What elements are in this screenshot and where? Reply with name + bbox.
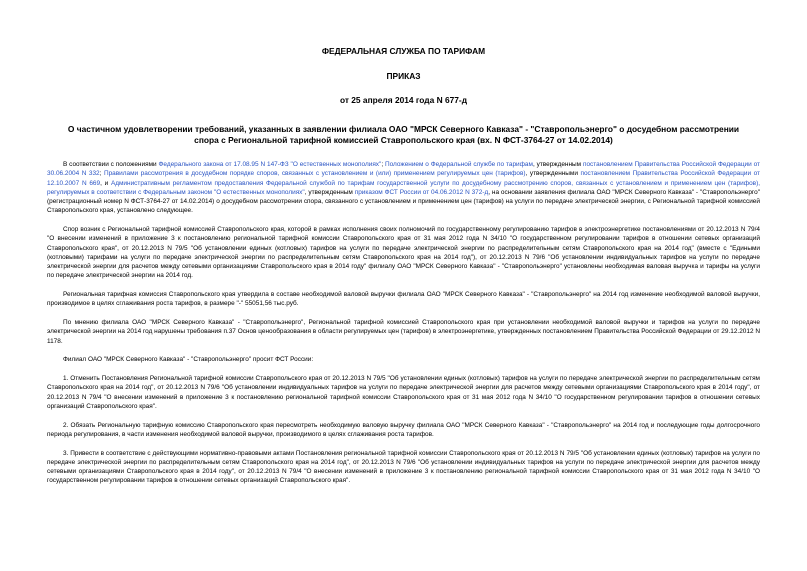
preamble-text: , на основании заявления филиала ОАО "МРСК Северного Кавказа" - "Ставропольэнерго" (регистрационный номер N ФСТ-3764-27 от 14.02.2014) о досудебном рассмотрении спора, связанного с установлением и применением цен (тарифов) на услуги по передаче электрической энергии, с Региональной тарифной комиссией Ставропольского края, установлено следующее. <box>47 188 760 215</box>
preamble-text: , утвержденным <box>304 188 355 196</box>
paragraph-dispute: Спор возник с Региональной тарифной комиссией Ставропольского края, которой в рамках исполнения своих полномочий по государственному регулированию тарифов в электроэнергетике постановлениями от 20.12.2013 N 79/4 "О внесении изменений в приложение 3 к постановлению региональной тарифной комиссии Ставропольского края от 31 мая 2012 года N 34/10 "О государственном регулировании тарифов в отношении сетевых организаций Ставропольского края", от 20.12.2013 N 79/5 "Об установлении единых (котловых) тарифов на услуги по передаче электрической энергии по распределительным сетям Ставропольского края на 2014 год" (вместе с "Едиными (котловыми) тарифами на услуги по передаче электрической энергии по распределительным сетям Ставропольского края на 2014 год"), от 20.12.2013 N 79/6 "Об установлении индивидуальных тарифов на услуги по передаче электрической энергии для расчетов между сетевыми организациями Ставропольского края в 2014 году" филиалу ОАО "МРСК Северного Кавказа" - "Ставропольэнерго" установлены необходимая валовая выручка и тарифы на услуги по передаче электрической энергии на 2014 год. <box>47 226 760 280</box>
link-government-decree-669[interactable]: постановлением Правительства Российской Федерации от 12.10.2007 N 669 <box>47 170 761 187</box>
agency-heading: ФЕДЕРАЛЬНАЯ СЛУЖБА ПО ТАРИФАМ <box>321 46 486 56</box>
preamble-text: ; <box>99 170 104 178</box>
preamble-text: В соответствии с положениями <box>63 161 159 168</box>
preamble-text: , утвержденным <box>532 161 583 168</box>
paragraph-request-intro: Филиал ОАО "МРСК Северного Кавказа" - "Ставропольэнерго" просит ФСТ России: <box>63 356 314 364</box>
document-type: ПРИКАЗ <box>386 71 421 81</box>
paragraph-opinion: По мнению филиала ОАО "МРСК Северного Кавказа" - "Ставропольэнерго", Региональной тарифной комиссией Ставропольского края при установлении необходимой валовой выручки и тарифов на услуги по передаче электрической энергии на 2014 год нарушены требования п.37 Основ ценообразования в области регулируемых цен (тарифов) в электроэнергетике, утвержденных постановлением Правительства Российской Федерации от 29.12.2012 N 1178. <box>47 319 760 345</box>
paragraph-request-2: 2. Обязать Региональную тарифную комиссию Ставропольского края пересмотреть необходимую валовую выручку филиала ОАО "МРСК Северного Кавказа" - "Ставропольэнерго" на 2014 год и последующие годы долгосрочного периода регулирования, в части изменения необходимой валовой выручки, производимого в целях сглаживания роста тарифов. <box>47 421 760 438</box>
paragraph-preamble <box>47 160 760 216</box>
preamble-text: , утвержденными <box>525 170 581 178</box>
document-date-number: от 25 апреля 2014 года N 677-д <box>339 95 468 105</box>
link-government-decree-332[interactable]: постановлением Правительства Российской Федерации от 30.06.2004 N 332 <box>47 161 761 178</box>
link-administrative-regulation[interactable]: Административным регламентом предоставления Федеральной службой по тарифам государственной услуги по досудебному рассмотрению споров, связанных с установлением и применением цен (тарифов), регулируемых в соответствии с Федеральным законом "О естественных монополиях" <box>47 179 761 196</box>
document-body <box>47 160 760 495</box>
link-fst-regulation[interactable]: Положением о Федеральной службе по тарифам <box>384 161 533 168</box>
link-dispute-rules[interactable]: Правилами рассмотрения в досудебном порядке споров, связанных с установлением и (или) применением регулируемых цен (тарифов) <box>103 170 526 178</box>
preamble-text: ; <box>381 161 385 168</box>
preamble-text: , и <box>100 179 111 187</box>
document-title: О частичном удовлетворении требований, указанных в заявлении филиала ОАО "МРСК Северного Кавказа" - "Ставропольэнерго" о досудебном рассмотрении спора с Региональной тарифной комиссией Ставропольского края (вх. N ФСТ-3764-27 от 14.02.2014) <box>67 124 740 145</box>
paragraph-request-1: 1. Отменить Постановления Региональной тарифной комиссии Ставропольского края от 20.12.2013 N 79/5 "Об установлении единых (котловых) тарифов на услуги по передаче электрической энергии по распределительным сетям Ставропольского края на 2014 год", от 20.12.2013 N 79/6 "Об установлении индивидуальных тарифов на услуги по передаче электрической энергии для расчетов между сетевыми организациями Ставропольского края в 2014 году", от 20.12.2013 N 79/4 "О внесении изменений в приложение 3 к постановлению региональной тарифной комиссии Ставропольского края от 31 мая 2012 года N 34/10 "О государственном регулировании тарифов в отношении сетевых организаций Ставропольского края". <box>47 375 760 410</box>
paragraph-request-3: 3. Привести в соответствие с действующими нормативно-правовыми актами Постановления региональной тарифной комиссии Ставропольского края от 20.12.2013 N 79/5 "Об установлении единых (котловых) тарифов на услуги по передаче электрической энергии по распределительным сетям Ставропольского края на 2014 год", от 20.12.2013 N 79/6 "Об установлении индивидуальных тарифов на услуги по передаче электрической энергии для расчетов между сетевыми организациями Ставропольского края в 2014 году", от 20.12.2013 N 79/4 "О внесении изменений в приложение 3 к постановлению региональной тарифной комиссии Ставропольского края от 31 мая 2012 года N 34/10 "О государственном регулировании тарифов в отношении сетевых организаций Ставропольского края". <box>47 449 760 485</box>
link-federal-law-147[interactable]: Федерального закона от 17.08.95 N 147-ФЗ "О естественных монополиях" <box>158 161 382 168</box>
link-fst-order-372d[interactable]: приказом ФСТ России от 04.06.2012 N 372-д <box>354 188 489 196</box>
paragraph-revenue: Региональная тарифная комиссия Ставропольского края утвердила в составе необходимой валовой выручки филиала ОАО "МРСК Северного Кавказа" - "Ставропольэнерго" на 2014 год изменение необходимой валовой выручки, производимое в целях сглаживания роста тарифов, в размере "-" 55051,56 тыс.руб. <box>47 291 760 308</box>
